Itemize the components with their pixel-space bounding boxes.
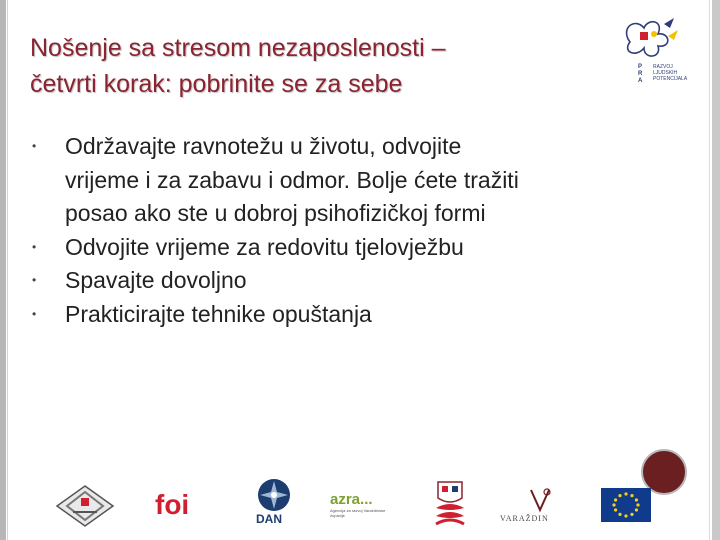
bullet-text-line: Spavajte dovoljno: [65, 267, 247, 293]
azra-logo-icon: [330, 492, 390, 524]
hzz-logo-icon: [55, 484, 115, 528]
eu-flag-icon: [601, 488, 651, 522]
bullet-item: [28, 264, 628, 298]
county-coat-of-arms-icon: [432, 478, 468, 528]
bullet-list: [28, 130, 628, 331]
slide-frame-left-inner: [7, 0, 8, 540]
bullet-text-line: posao ako ste u dobroj psihofizičkoj formi: [65, 200, 486, 226]
slide-frame-right: [712, 0, 720, 540]
bullet-item: [28, 298, 628, 332]
bullet-dot: •: [32, 306, 37, 321]
bullet-text-line: Prakticirajte tehnike opuštanja: [65, 300, 372, 327]
slide-frame-left: [0, 0, 6, 540]
bullet-dot: •: [32, 273, 37, 287]
varazdin-logo-text: VARAŽDIN: [500, 514, 549, 523]
bullet-text-line: vrijeme i za zabavu i odmor. Bolje ćete tražiti: [65, 166, 519, 193]
slide-title-line1: Nošenje sa stresom nezaposlenosti –: [30, 34, 446, 62]
slide-title-line2: četvrti korak: pobrinite se za sebe: [30, 70, 403, 98]
bullet-item: [28, 130, 628, 231]
razvoj-ljudskih-potencijala-logo-icon: [618, 14, 694, 90]
azra-logo-subtitle: Agencija za razvoj Varaždinske županije: [330, 508, 386, 518]
razvoj-ljudskih-potencijala-text: RAZVOJ LJUDSKIH POTENCIJALA: [653, 64, 688, 82]
varazdin-logo-icon: [525, 486, 555, 514]
foi-logo-icon: foi: [155, 489, 190, 520]
pra-letters: P R A: [638, 64, 643, 84]
bullet-dot: •: [32, 139, 37, 153]
slide-title: [30, 30, 610, 102]
bullet-text-line: Održavajte ravnotežu u životu, odvojite: [65, 133, 462, 159]
slide-frame-right-inner: [709, 0, 710, 540]
dan-logo-text: DAN: [256, 512, 282, 526]
dan-logo-icon: [252, 477, 296, 513]
bullet-item: [28, 231, 628, 265]
azra-logo-text: azra...: [330, 491, 373, 508]
bullet-text-line: Odvojite vrijeme za redovitu tjelovježbu: [65, 233, 464, 260]
bullet-dot: •: [32, 239, 37, 254]
